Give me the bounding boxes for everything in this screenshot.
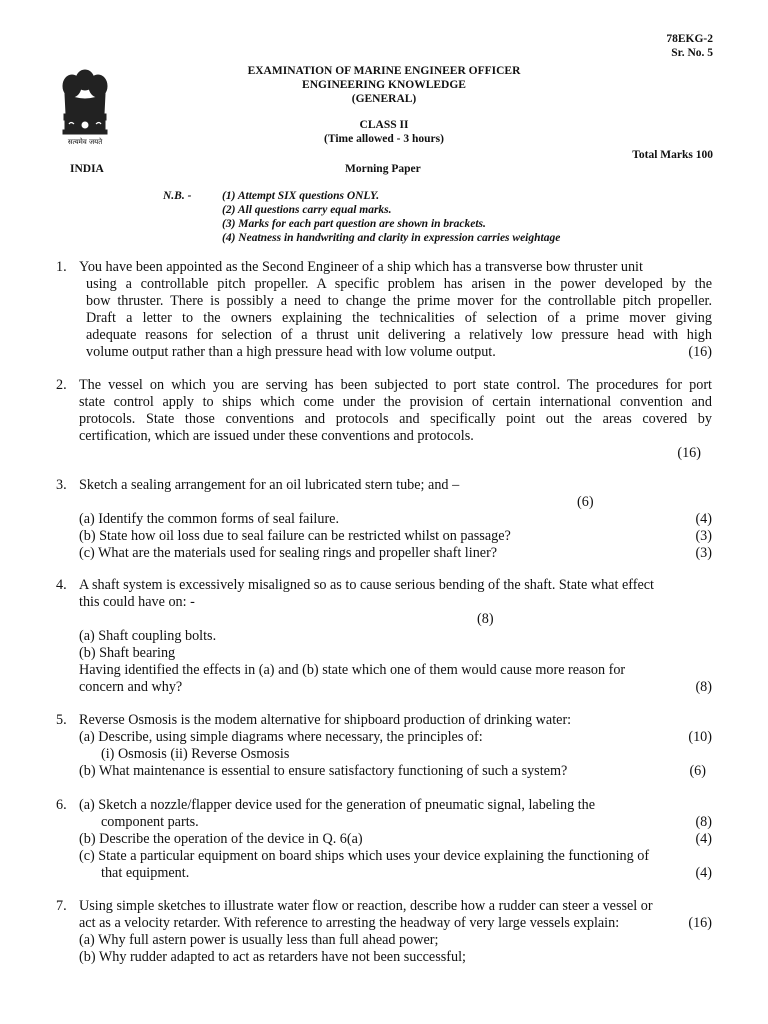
q2-line-2: state control apply to ships which come under the provision of certain international convention and xyxy=(79,394,712,410)
q4-marks: (8) xyxy=(477,611,494,627)
q4-line-1: A shaft system is excessively misaligned so as to cause serious bending of the shaft. State what effect xyxy=(79,577,654,593)
q2-line-4: certification, which are issued under these conventions and protocols. xyxy=(79,428,474,444)
nb-item-1: (1) Attempt SIX questions ONLY. xyxy=(222,190,380,202)
q5-part-a-marks: (10) xyxy=(688,729,712,745)
question-number: 1. xyxy=(56,259,67,275)
question-number: 7. xyxy=(56,898,67,914)
q4-line-2: this could have on: - xyxy=(79,594,195,610)
q2-marks: (16) xyxy=(677,445,701,461)
q6-part-a-marks: (8) xyxy=(695,814,712,830)
q5-part-a-sub: (i) Osmosis (ii) Reverse Osmosis xyxy=(101,746,290,762)
q3-line-1: Sketch a sealing arrangement for an oil lubricated stern tube; and – xyxy=(79,477,460,493)
q6-part-a-line-1: (a) Sketch a nozzle/flapper device used for the generation of pneumatic signal, labeling the xyxy=(79,797,596,813)
q3-part-b: (b) State how oil loss due to seal failure can be restricted whilst on passage? xyxy=(79,528,511,544)
q1-line-2: using a controllable pitch propeller. A specific problem has arisen in the power developed by the xyxy=(86,276,712,292)
q5-line-1: Reverse Osmosis is the modem alternative for shipboard production of drinking water: xyxy=(79,712,572,728)
national-emblem-icon xyxy=(55,64,115,154)
subject-category: (GENERAL) xyxy=(351,93,417,105)
q2-line-3: protocols. State those conventions and protocols and specifically point out the areas covered by xyxy=(79,411,712,427)
q3-part-a-marks: (4) xyxy=(695,511,712,527)
nb-item-2: (2) All questions carry equal marks. xyxy=(222,204,392,216)
q3-part-c: (c) What are the materials used for sealing rings and propeller shaft liner? xyxy=(79,545,498,561)
q2-line-1: The vessel on which you are serving has been subjected to port state control. The procedures for port xyxy=(79,377,712,393)
q7-marks: (16) xyxy=(688,915,712,931)
q4-part-a: (a) Shaft coupling bolts. xyxy=(79,628,217,644)
q3-part-b-marks: (3) xyxy=(695,528,712,544)
q3-part-c-marks: (3) xyxy=(695,545,712,561)
question-number: 5. xyxy=(56,712,67,728)
question-number: 3. xyxy=(56,477,67,493)
q4-line-4: concern and why? xyxy=(79,679,183,695)
question-3 xyxy=(56,477,712,562)
q1-line-5: adequate reasons for selection of a thrust unit delivering a relatively low pressure head with high xyxy=(86,327,712,343)
question-5 xyxy=(56,712,712,780)
subject-title: ENGINEERING KNOWLEDGE xyxy=(302,79,466,91)
question-number: 2. xyxy=(56,377,67,393)
q7-part-b: (b) Why rudder adapted to act as retarders have not been successful; xyxy=(79,949,466,965)
country-label: INDIA xyxy=(70,163,104,175)
q1-line-3: bow thruster. There is possibly a need to change the prime mover for the controllable pitch propeller. xyxy=(86,293,712,309)
question-1 xyxy=(56,259,712,361)
serial-number: Sr. No. 5 xyxy=(671,47,713,59)
q6-part-a-line-2: component parts. xyxy=(101,814,199,830)
question-number: 4. xyxy=(56,577,67,593)
question-7 xyxy=(56,898,712,966)
q6-part-b-marks: (4) xyxy=(695,831,712,847)
time-allowed: (Time allowed - 3 hours) xyxy=(324,133,444,145)
q1-line-4: Draft a letter to the owners explaining the technicalities of selection of a prime mover giving xyxy=(86,310,712,326)
q4-line-3: Having identified the effects in (a) and (b) state which one of them would cause more reason for xyxy=(79,662,626,678)
q6-part-c-marks: (4) xyxy=(695,865,712,881)
q1-marks: (16) xyxy=(688,344,712,360)
q5-part-b: (b) What maintenance is essential to ensure satisfactory functioning of such a system? xyxy=(79,763,568,779)
total-marks: Total Marks 100 xyxy=(632,149,713,161)
nb-item-4: (4) Neatness in handwriting and clarity in expression carries weightage xyxy=(222,232,561,244)
q6-part-c-line-2: that equipment. xyxy=(101,865,190,881)
q7-line-1: Using simple sketches to illustrate water flow or reaction, describe how a rudder can steer a vessel or xyxy=(79,898,653,914)
nb-label: N.B. - xyxy=(163,190,192,202)
q7-part-a: (a) Why full astern power is usually less than full ahead power; xyxy=(79,932,439,948)
q5-part-b-marks: (6) xyxy=(689,763,706,779)
q5-part-a: (a) Describe, using simple diagrams where necessary, the principles of: xyxy=(79,729,483,745)
q4-marks-2: (8) xyxy=(695,679,712,695)
question-6 xyxy=(56,797,712,882)
q1-line-6: volume output rather than a high pressure head with low volume output. xyxy=(86,344,496,360)
question-number: 6. xyxy=(56,797,67,813)
session-label: Morning Paper xyxy=(345,163,421,175)
exam-title: EXAMINATION OF MARINE ENGINEER OFFICER xyxy=(247,65,521,77)
question-2 xyxy=(56,377,712,462)
nb-item-3: (3) Marks for each part question are shown in brackets. xyxy=(222,218,486,230)
q6-part-b: (b) Describe the operation of the device in Q. 6(a) xyxy=(79,831,363,847)
q3-marks: (6) xyxy=(577,494,594,510)
paper-code: 78EKG-2 xyxy=(666,33,713,45)
q4-part-b: (b) Shaft bearing xyxy=(79,645,176,661)
q1-line-1: You have been appointed as the Second Engineer of a ship which has a transverse bow thruster unit xyxy=(79,259,643,275)
q3-part-a: (a) Identify the common forms of seal failure. xyxy=(79,511,340,527)
question-4 xyxy=(56,577,712,696)
class-label: CLASS II xyxy=(359,119,409,131)
q6-part-c-line-1: (c) State a particular equipment on board ships which uses your device explaining the functioning of xyxy=(79,848,650,864)
q7-line-2: act as a velocity retarder. With reference to arresting the headway of very large vessels explain: xyxy=(79,915,620,931)
emblem-motto: सत्यमेव जयते xyxy=(67,138,103,146)
